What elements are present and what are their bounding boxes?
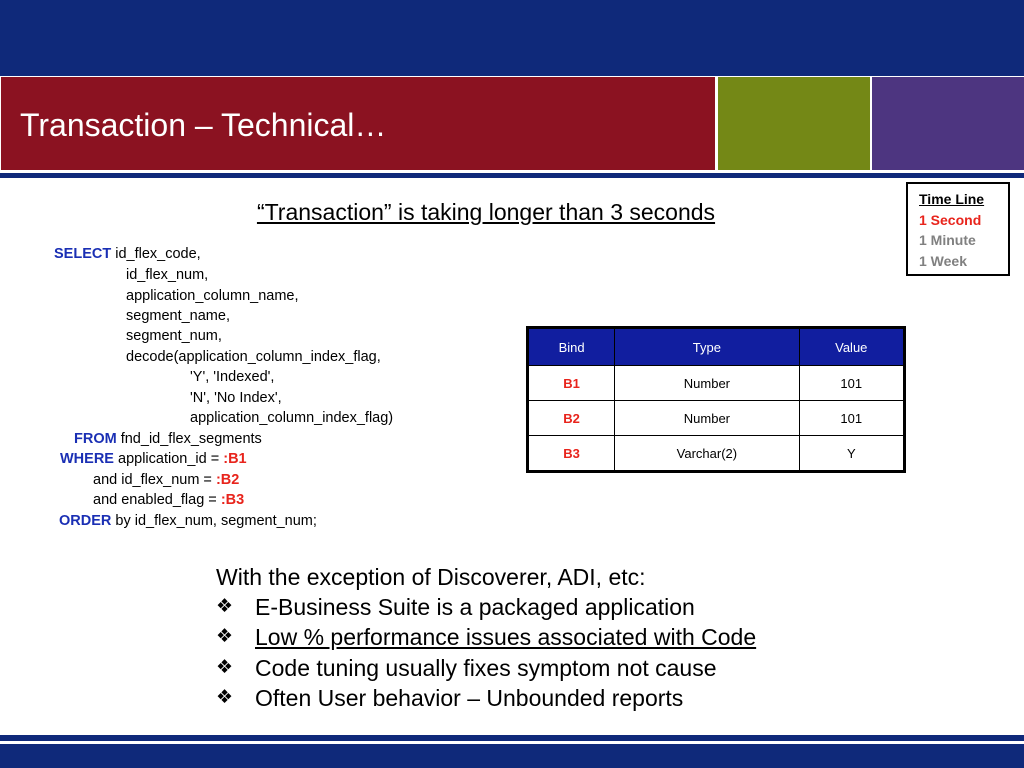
sql-and-line (93, 471, 239, 489)
bind-type-cell: Varchar(2) (615, 436, 799, 472)
bind-name-cell: B3 (528, 436, 615, 472)
purple-accent-block (872, 77, 1024, 170)
diamond-bullet-icon: ❖ (216, 657, 234, 678)
sql-decode-line: 'N', 'No Index', (190, 390, 282, 406)
sql-and-line (93, 491, 244, 509)
sql-condition: and id_flex_num = (93, 472, 212, 488)
sql-bind-variable: :B1 (223, 451, 247, 467)
notes-intro: With the exception of Discoverer, ADI, etc: (216, 564, 646, 590)
sql-column-line: id_flex_num, (126, 267, 209, 283)
sql-keyword-from: FROM (74, 431, 117, 447)
list-item-text: Code tuning usually fixes symptom not cause (255, 655, 717, 681)
column-header-type: Type (615, 328, 799, 366)
table-row (528, 366, 905, 401)
list-item-text: Low % performance issues associated with Code (255, 624, 757, 650)
timeline-box (906, 182, 1010, 276)
column-header-value: Value (799, 328, 904, 366)
sql-decode-line: application_column_index_flag) (190, 410, 394, 426)
bind-type-cell: Number (615, 401, 799, 436)
bind-value-cell: Y (799, 436, 904, 472)
slide-title: Transaction – Technical… (20, 107, 387, 143)
sql-order-line (59, 512, 317, 530)
bind-type-cell: Number (615, 366, 799, 401)
header-band (0, 0, 1024, 76)
sql-column-line: segment_num, (126, 328, 222, 344)
bind-name-cell: B1 (528, 366, 615, 401)
list-item-text: Often User behavior – Unbounded reports (255, 685, 684, 711)
sql-where-line (60, 450, 247, 468)
sql-column-line: segment_name, (126, 308, 230, 324)
header-rule (0, 173, 1024, 178)
diamond-bullet-icon: ❖ (216, 687, 234, 708)
headline: “Transaction” is taking longer than 3 seconds (256, 199, 716, 225)
bind-name-cell: B2 (528, 401, 615, 436)
olive-accent-block (718, 77, 870, 170)
list-item-text: E-Business Suite is a packaged application (255, 594, 695, 620)
sql-from-line (74, 430, 262, 448)
timeline-item-minute: 1 Minute (919, 232, 976, 248)
sql-select-line (54, 245, 201, 263)
column-header-bind: Bind (528, 328, 615, 366)
title-panel (1, 77, 715, 170)
table-row (528, 436, 905, 472)
title-bar (0, 76, 1024, 171)
sql-condition: application_id = (118, 451, 220, 467)
bind-variables-table (526, 326, 906, 473)
sql-decode-line: 'Y', 'Indexed', (190, 369, 275, 385)
sql-column-line: decode(application_column_index_flag, (126, 349, 381, 365)
sql-condition: and enabled_flag = (93, 492, 217, 508)
sql-keyword-order: ORDER (59, 513, 112, 529)
sql-column-line: application_column_name, (126, 288, 299, 304)
sql-column: id_flex_code, (115, 246, 201, 262)
timeline-heading: Time Line (919, 191, 985, 207)
sql-table-name: fnd_id_flex_segments (120, 431, 262, 447)
timeline-item-week: 1 Week (919, 252, 967, 269)
timeline-item-second: 1 Second (919, 211, 982, 228)
sql-keyword-where: WHERE (60, 451, 114, 467)
sql-keyword-select: SELECT (54, 246, 112, 262)
diamond-bullet-icon: ❖ (216, 596, 234, 617)
bind-value-cell: 101 (799, 366, 904, 401)
sql-order-clause: by id_flex_num, segment_num; (115, 513, 317, 529)
sql-bind-variable: :B3 (220, 492, 245, 508)
sql-bind-variable: :B2 (215, 472, 240, 488)
table-row (528, 401, 905, 436)
bind-value-cell: 101 (799, 401, 904, 436)
footer-band (0, 744, 1024, 768)
diamond-bullet-icon: ❖ (216, 626, 234, 647)
table-header-row (528, 328, 905, 366)
